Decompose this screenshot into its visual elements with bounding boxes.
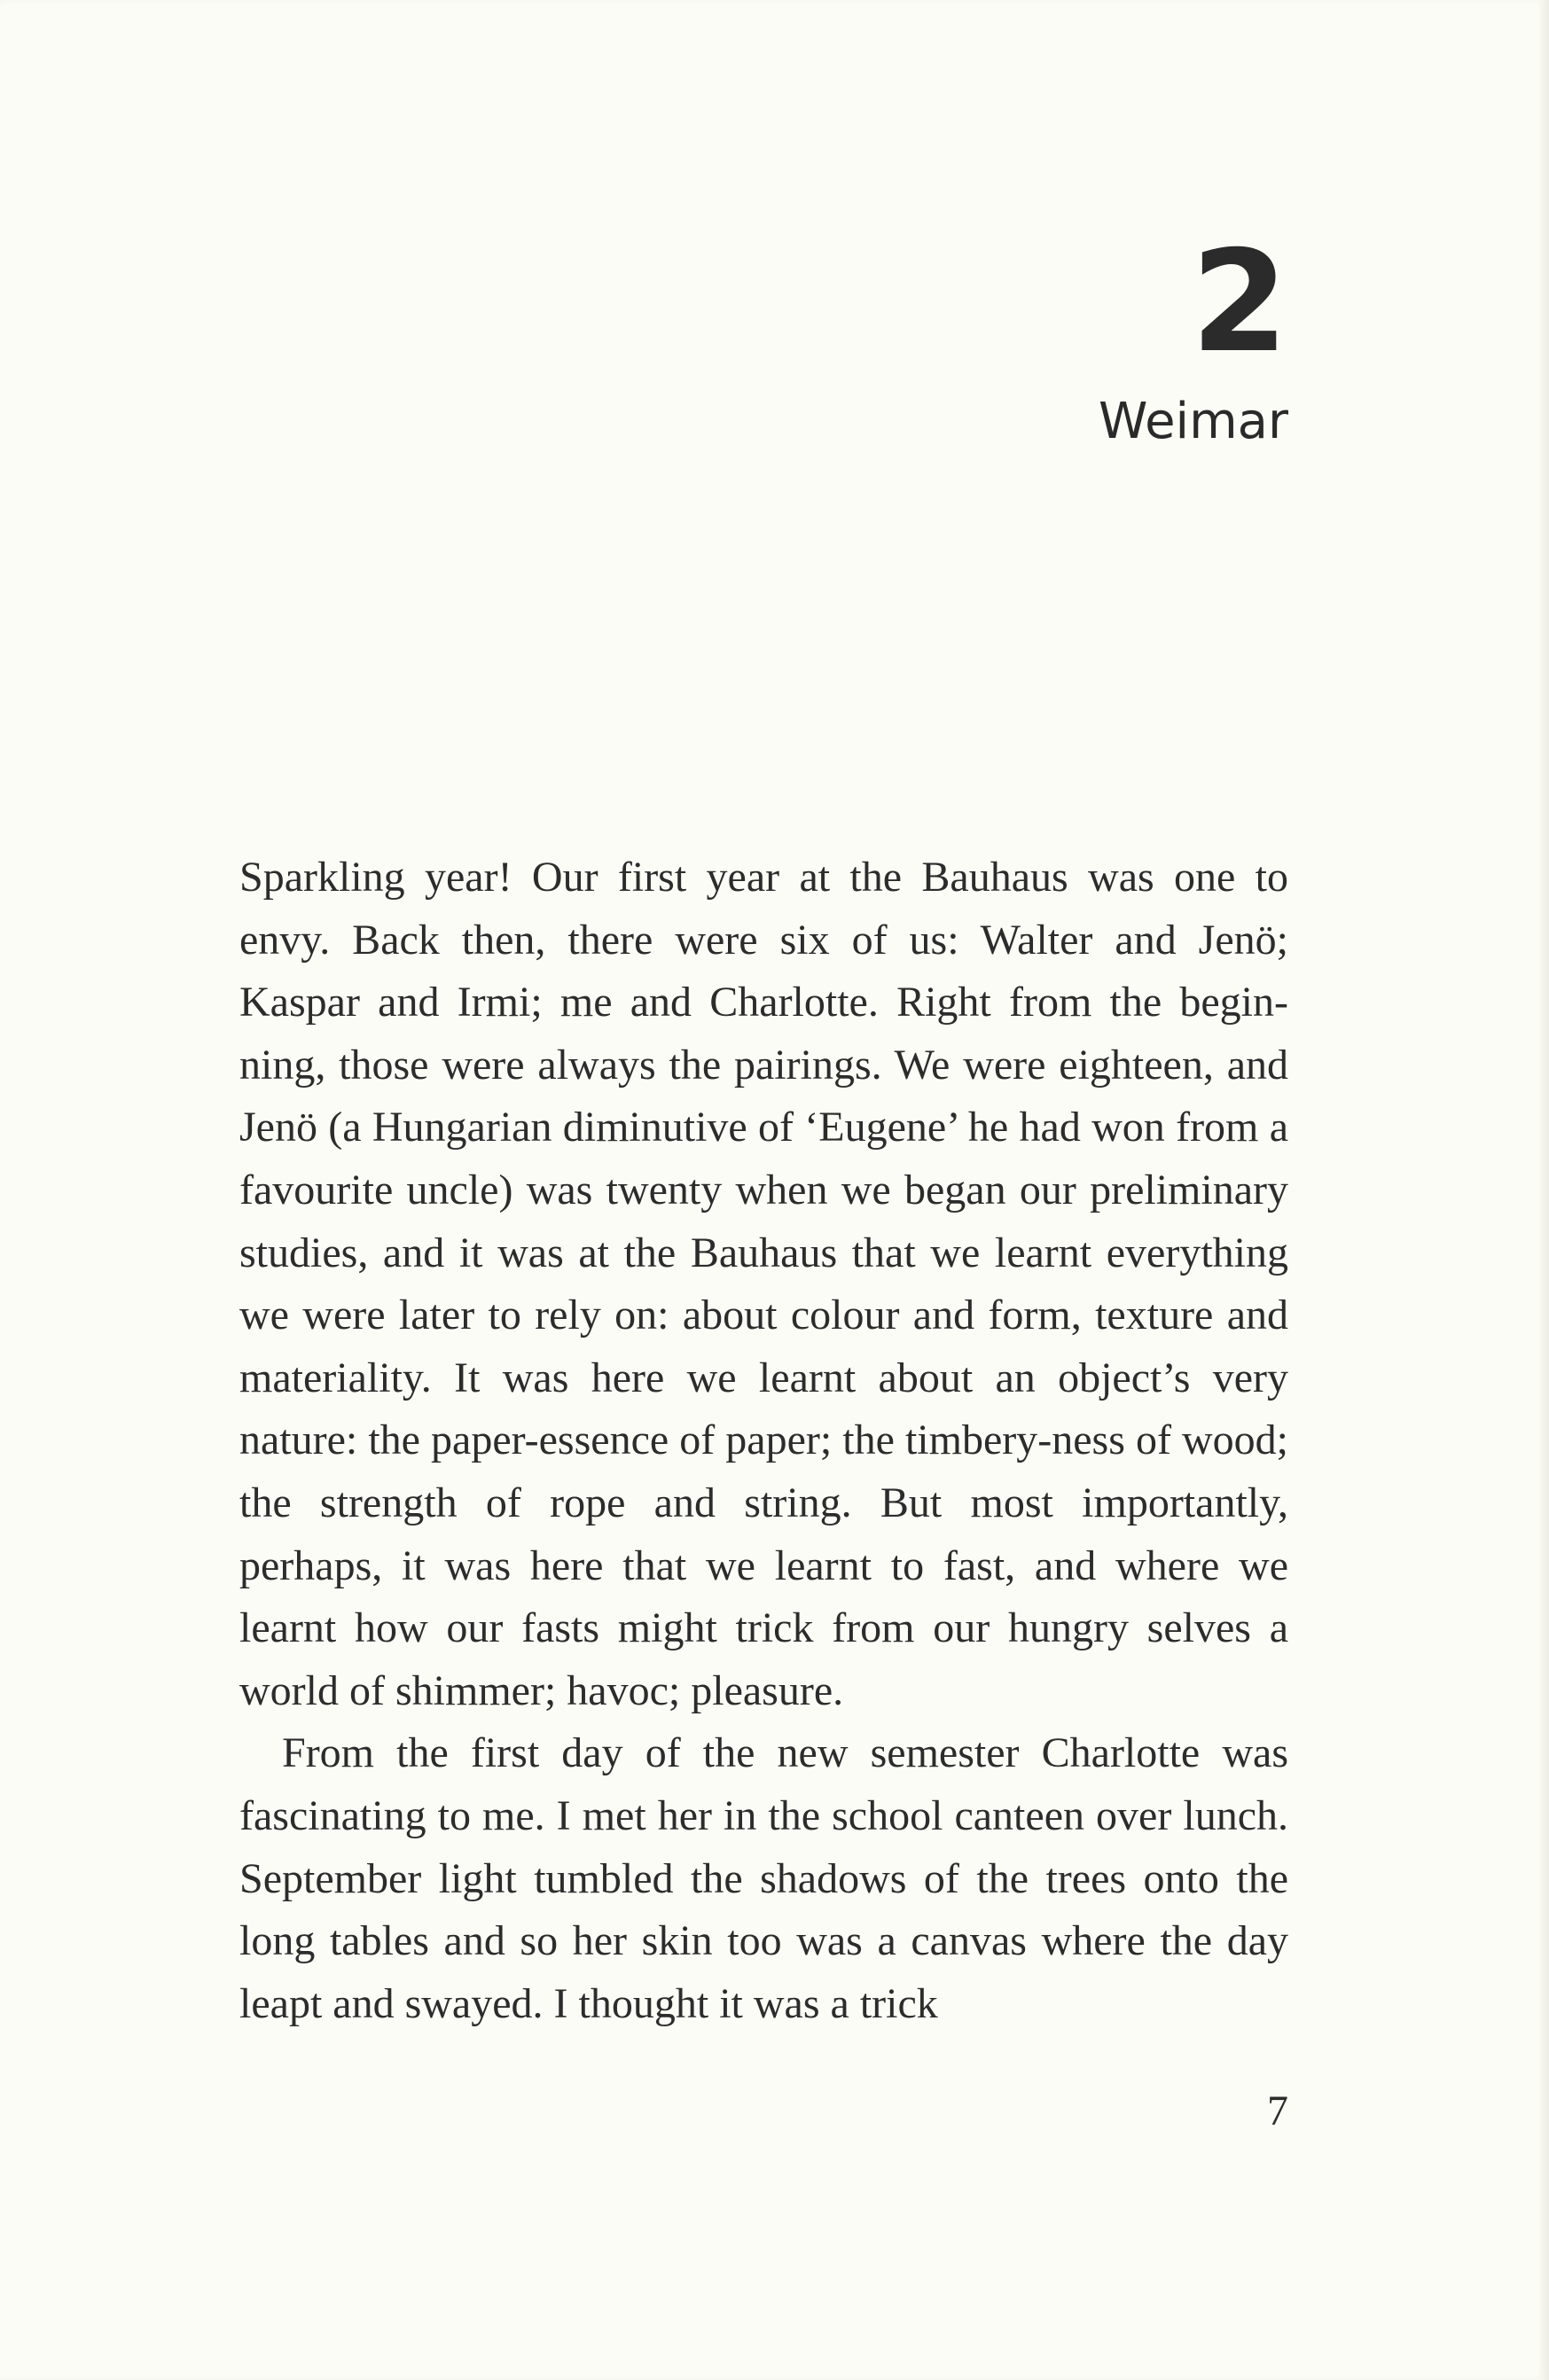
paragraph-1: Sparkling year! Our first year at the Bauhaus was one to envy. Back then, there were six of us: Walter and Jenö; Kaspar and Irmi; me and Charlotte. Right from the beginning, those were always the pairings. We were eighteen, and Jenö (a Hungarian diminutive of ‘Eugene’ he had won from a favourite uncle) was twenty when we began our preliminary studies, and it was at the Bauhaus that we learnt everything we were later to rely on: about colour and form, texture and materiality. It was here we learnt about an object’s very nature: the paper-essence of paper; the timbery-ness of wood; the strength of rope and string. But most importantly, perhaps, it was here that we learnt to fast, and where we learnt how our fasts might trick from our hungry selves a world of shimmer; havoc; pleasure. bbox=[239, 854, 1288, 1714]
chapter-title: Weimar bbox=[1099, 393, 1288, 450]
paragraph-2: From the first day of the new semester Charlotte was fascinating to me. I met her in the school canteen over lunch. September light tumbled the shadows of the trees onto the long tables and so her skin too was a canvas where the day leapt and swayed. I thought it was a trick bbox=[239, 1729, 1288, 2027]
chapter-number: 2 bbox=[1191, 221, 1288, 384]
page-edge bbox=[1540, 0, 1549, 2380]
page-number: 7 bbox=[1267, 2087, 1288, 2134]
chapter-body bbox=[239, 847, 1288, 2035]
